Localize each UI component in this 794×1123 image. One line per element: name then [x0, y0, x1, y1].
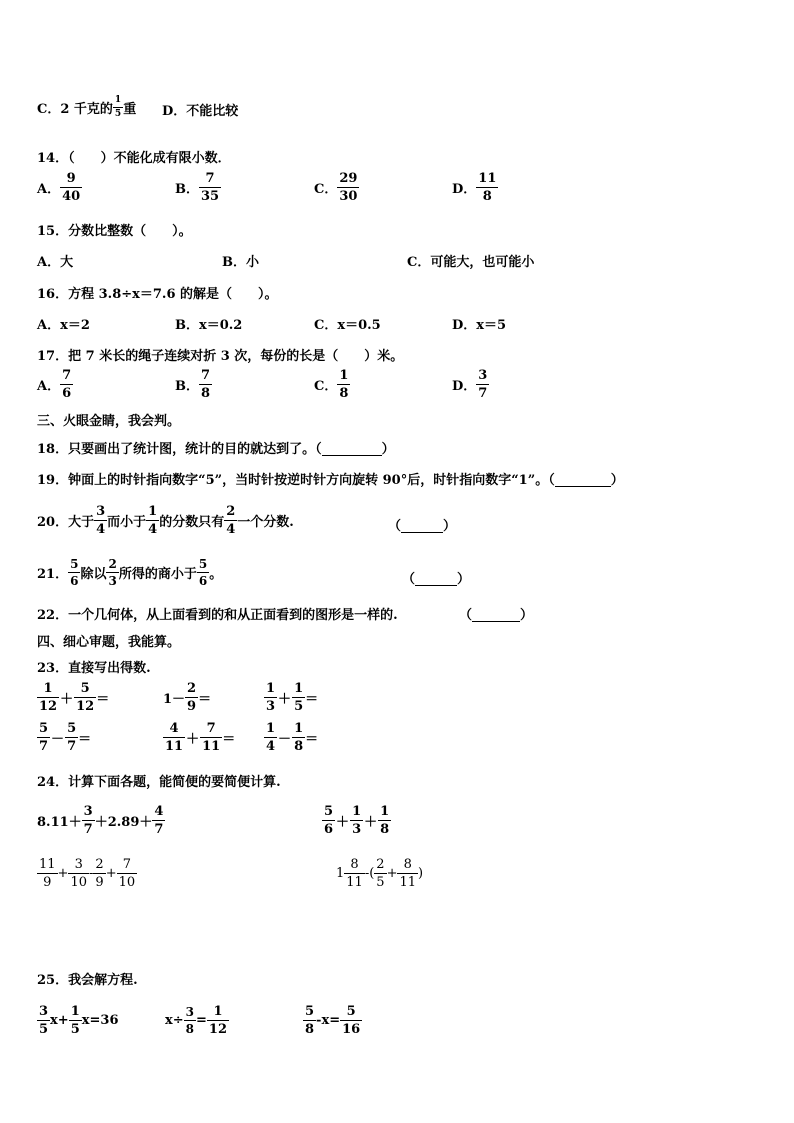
q23-expression-5: $\frac{4}{11}$ ＋ $\frac{7}{11}$ ＝ [165, 721, 236, 754]
q14-stem: 14．（ ）不能化成有限小数． [37, 151, 231, 166]
q16-option-b: B．x＝0.2 [175, 318, 243, 333]
answer-blank[interactable] [472, 606, 520, 622]
q14-option-b: B． $\frac{7}{35}$ [175, 171, 220, 204]
q13-option-c: C．2 千克的 $\frac{1}{5}$ 重 [37, 95, 137, 119]
q15-option-c: C．可能大，也可能小 [407, 255, 535, 270]
q24-expression-1: 8.11＋ $\frac{3}{7}$ ＋2.89＋ $\frac{4}{7}$ [37, 804, 164, 837]
q25-stem: 25．我会解方程. [37, 973, 138, 988]
q14-option-d: D． $\frac{11}{8}$ [452, 171, 497, 204]
q17-option-a: A． $\frac{7}{6}$ [37, 368, 72, 401]
q15-option-b: B．小 [222, 255, 259, 270]
q16-stem: 16．方程 3.8÷x＝7.6 的解是（ ）。 [37, 287, 278, 302]
q13-option-d: D．不能比较 [162, 104, 239, 119]
q14-option-c: C． $\frac{29}{30}$ [314, 171, 358, 204]
q24-expression-4: 1 $\frac{8}{11}$ -( $\frac{2}{5}$ + $\frac{8}{11}$ ) [336, 857, 424, 890]
q16-option-c: C．x＝0.5 [314, 318, 381, 333]
answer-blank[interactable] [555, 471, 611, 487]
q22-answer: （ ） [459, 604, 533, 623]
q25-equation-2: x÷ $\frac{3}{8}$ = $\frac{1}{12}$ [165, 1004, 228, 1037]
q19: 19．钟面上的时针指向数字“5”，当时针按逆时针方向旋转 90°后，时针指向数字“1”。（ ） [37, 469, 624, 488]
fraction: $\frac{1}{5}$ [114, 95, 122, 119]
q21-answer: （ ） [402, 568, 470, 587]
q23-expression-4: $\frac{5}{7}$ － $\frac{5}{7}$ ＝ [39, 721, 92, 754]
q24-expression-2: $\frac{5}{6}$ ＋ $\frac{1}{3}$ ＋ $\frac{1}{8}$ [324, 804, 390, 837]
q21: 21． $\frac{5}{6}$ 除以 $\frac{2}{3}$ 所得的商小于 $\frac{5}{6}$ 。 [37, 557, 223, 588]
section-4-heading: 四、细心审题，我能算。 [37, 635, 181, 650]
q20-answer: （ ） [388, 515, 456, 534]
q25-equation-3: $\frac{5}{8}$ -x= $\frac{5}{16}$ [305, 1004, 361, 1037]
q23-expression-1: $\frac{1}{12}$ ＋ $\frac{5}{12}$ ＝ [39, 681, 110, 714]
q17-option-b: B． $\frac{7}{8}$ [175, 368, 211, 401]
q24-expression-3: $\frac{11}{9}$ + $\frac{3}{10}$ - $\frac{2}{9}$ + $\frac{7}{10}$ [39, 857, 136, 890]
q17-option-d: D． $\frac{3}{7}$ [452, 368, 488, 401]
q17-option-c: C． $\frac{1}{8}$ [314, 368, 349, 401]
q14-option-a: A． $\frac{9}{40}$ [37, 171, 81, 204]
q17-stem: 17．把 7 米长的绳子连续对折 3 次，每份的长是（ ）米。 [37, 349, 404, 364]
q16-option-d: D．x＝5 [452, 318, 507, 333]
answer-blank[interactable] [322, 440, 382, 456]
answer-blank[interactable] [415, 570, 457, 586]
q23-expression-3: $\frac{1}{3}$ ＋ $\frac{1}{5}$ ＝ [266, 681, 319, 714]
q15-option-a: A．大 [37, 255, 74, 270]
answer-blank[interactable] [401, 517, 443, 533]
q15-stem: 15．分数比整数（ ）。 [37, 224, 192, 239]
q20: 20．大于 $\frac{3}{4}$ 而小于 $\frac{1}{4}$ 的分数只有 $\frac{2}{4}$ 一个分数. [37, 504, 294, 537]
q23-expression-6: $\frac{1}{4}$ － $\frac{1}{8}$ ＝ [266, 721, 319, 754]
q23-stem: 23．直接写出得数. [37, 661, 151, 676]
section-3-heading: 三、火眼金睛，我会判。 [37, 414, 181, 429]
q24-stem: 24．计算下面各题，能简便的要简便计算. [37, 775, 281, 790]
q25-equation-1: $\frac{3}{5}$ x+ $\frac{1}{5}$ x=36 [39, 1004, 119, 1037]
q22-text: 22．一个几何体，从上面看到的和从正面看到的图形是一样的. [37, 608, 398, 623]
q18: 18．只要画出了统计图，统计的目的就达到了。（ ） [37, 438, 395, 457]
q23-expression-2: 1－ $\frac{2}{9}$ ＝ [163, 681, 212, 714]
q16-option-a: A．x＝2 [37, 318, 90, 333]
